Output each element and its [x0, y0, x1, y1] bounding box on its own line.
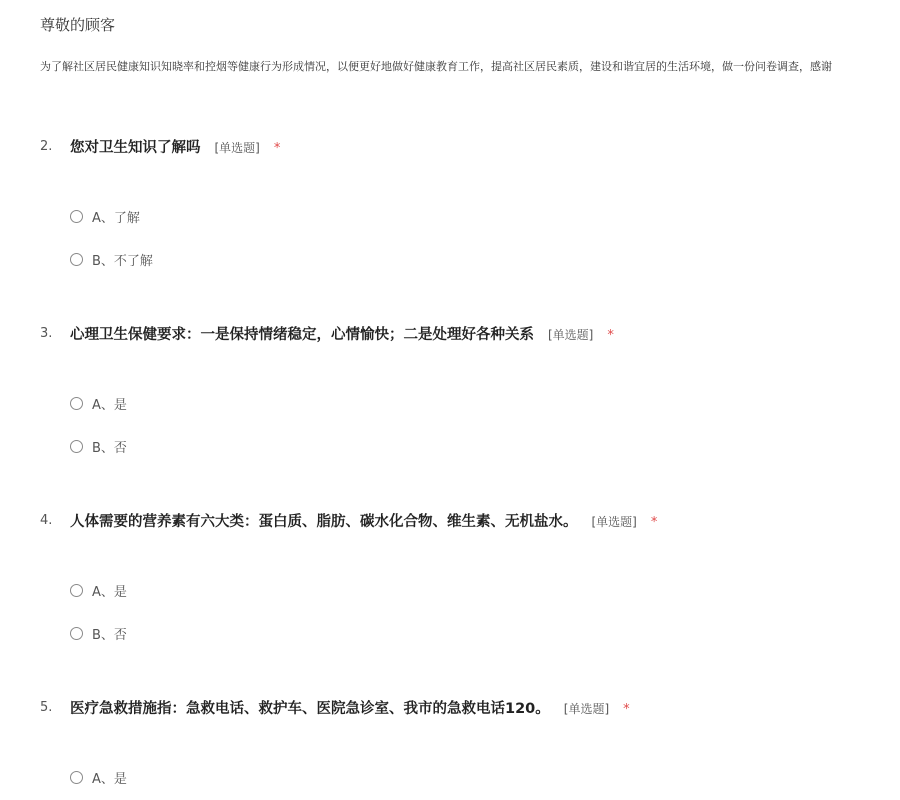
question-text: 心理卫生保健要求：一是保持情绪稳定，心情愉快；二是处理好各种关系 [70, 327, 534, 343]
radio-button-icon[interactable] [70, 771, 83, 784]
radio-button-icon[interactable] [70, 440, 83, 453]
question-text-wrapper [70, 136, 280, 157]
option-label: B、否 [92, 627, 127, 643]
option-a[interactable] [70, 206, 140, 226]
question-number: 5. [40, 700, 53, 715]
option-label: A、是 [92, 771, 127, 787]
option-a[interactable] [70, 393, 127, 413]
question-title [40, 136, 900, 160]
question-type-label: [单选题] [591, 515, 637, 529]
question-text: 人体需要的营养素有六大类：蛋白质、脂肪、碳水化合物、维生素、无机盐水。 [70, 514, 578, 530]
option-b[interactable] [70, 623, 127, 643]
question-title [40, 510, 900, 534]
option-label: B、否 [92, 440, 127, 456]
question-5 [40, 697, 900, 787]
question-3 [40, 323, 900, 456]
question-number: 2. [40, 139, 53, 154]
radio-button-icon[interactable] [70, 397, 83, 410]
greeting-heading: 尊敬的顾客 [40, 16, 116, 34]
question-2 [40, 136, 900, 269]
option-a[interactable] [70, 767, 127, 787]
question-type-label: [单选题] [548, 328, 594, 342]
question-number: 3. [40, 326, 53, 341]
question-number: 4. [40, 513, 53, 528]
radio-button-icon[interactable] [70, 627, 83, 640]
option-a[interactable] [70, 580, 127, 600]
option-b[interactable] [70, 249, 153, 269]
question-type-label: [单选题] [214, 141, 260, 155]
radio-button-icon[interactable] [70, 253, 83, 266]
option-label: B、不了解 [92, 253, 153, 269]
question-title [40, 697, 900, 721]
required-marker: * [650, 515, 658, 530]
required-marker: * [623, 702, 630, 717]
required-marker: * [607, 328, 614, 343]
option-label: A、是 [92, 397, 127, 413]
question-text-wrapper [70, 510, 657, 531]
radio-button-icon[interactable] [70, 210, 83, 223]
question-text-wrapper [70, 697, 630, 718]
question-text-wrapper [70, 323, 614, 344]
survey-intro-text: 为了解社区居民健康知识知晓率和控烟等健康行为形成情况，以便更好地做好健康教育工作，提高社区居民素质，建设和谐宜居的生活环境，做一份问卷调查，感谢 [40, 60, 832, 73]
radio-button-icon[interactable] [70, 584, 83, 597]
question-type-label: [单选题] [563, 702, 610, 716]
option-label: A、是 [92, 584, 127, 600]
question-text: 您对卫生知识了解吗 [70, 140, 201, 156]
required-marker: * [273, 141, 281, 156]
question-4 [40, 510, 900, 643]
option-label: A、了解 [92, 210, 140, 226]
question-text: 医疗急救措施指：急救电话、救护车、医院急诊室、我市的急救电话120。 [70, 701, 550, 717]
question-title [40, 323, 900, 347]
option-b[interactable] [70, 436, 127, 456]
